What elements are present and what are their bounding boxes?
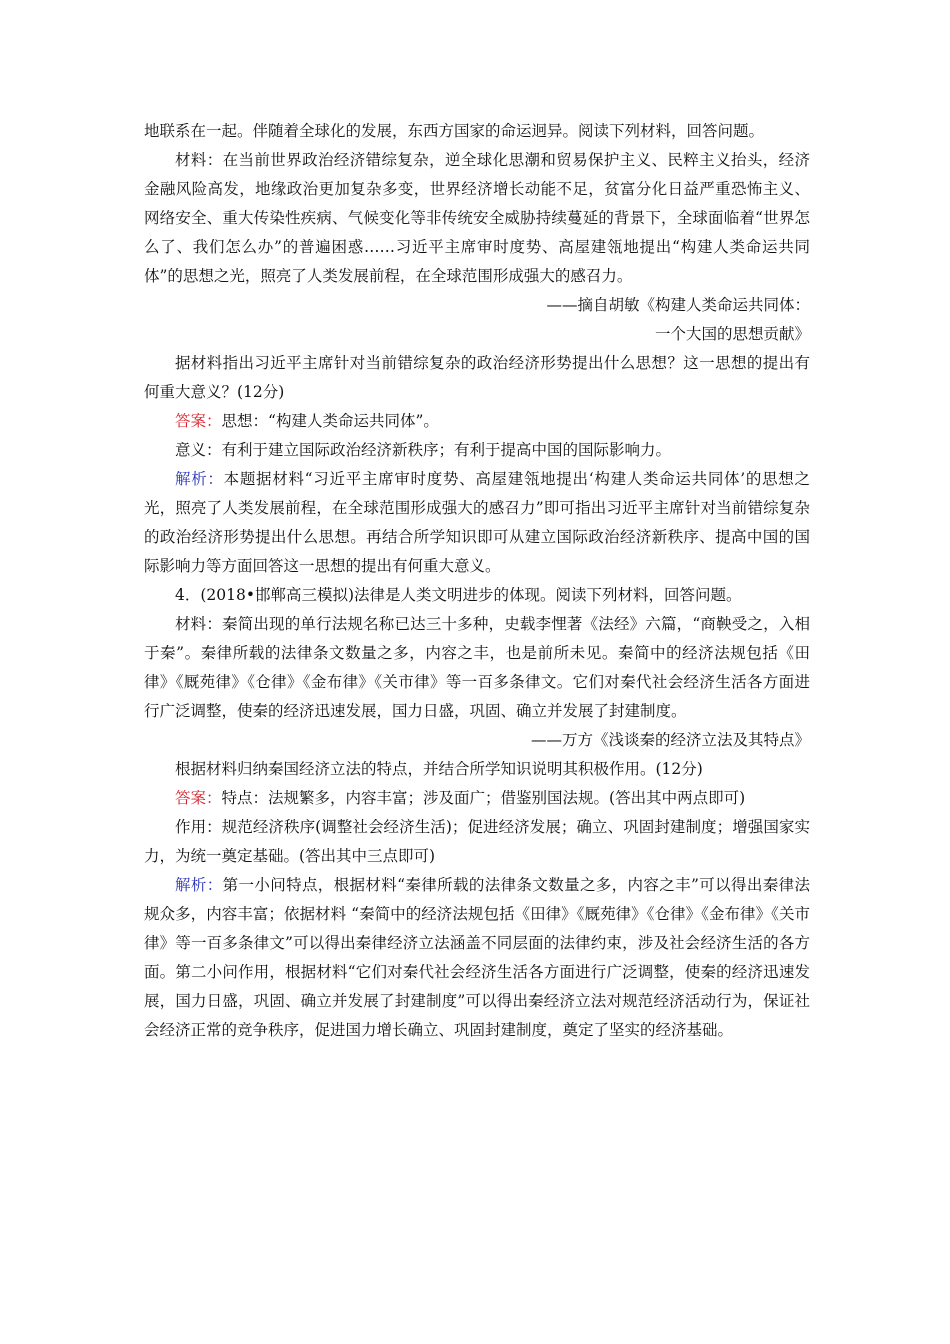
q4-material: 材料：秦简出现的单行法规名称已达三十多种，史载李悝著《法经》六篇，“商鞅受之，入相于秦”。秦律所载的法律条文数量之多，内容之丰，也是前所未见。秦简中的经济法规包括《田律》《厩苑律》《仓律》《金布律》《关市律》等一百多条律文。它们对秦代社会经济生活各方面进行广泛调整，使秦的经济迅速发展，国力日盛，巩固、确立并发展了封建制度。 [144, 615, 810, 720]
q3-source-line2: 一个大国的思想贡献》 [654, 325, 810, 343]
q3-source-line1: ——摘自胡敏《构建人类命运共同体： [546, 296, 810, 314]
q4-answer-text: 特点：法规繁多，内容丰富；涉及面广；借鉴别国法规。(答出其中两点即可) [221, 789, 746, 807]
q3-material: 材料：在当前世界政治经济错综复杂，逆全球化思潮和贸易保护主义、民粹主义抬头，经济金融风险高发，地缘政治更加复杂多变，世界经济增长动能不足，贫富分化日益严重恐怖主义、网络安全、重大传染性疾病、气候变化等非传统安全威胁持续蔓延的背景下，全球面临着“世界怎么了、我们怎么办”的普遍困惑……习近平主席审时度势、高屋建瓴地提出“构建人类命运共同体”的思想之光，照亮了人类发展前程，在全球范围形成强大的感召力。 [144, 151, 810, 285]
q4-intro: 4．(2018•邯郸高三模拟)法律是人类文明进步的体现。阅读下列材料，回答问题。 [175, 586, 742, 604]
document-page [144, 117, 810, 1045]
q4-source: ——万方《浅谈秦的经济立法及其特点》 [530, 731, 810, 749]
q3-intro: 地联系在一起。伴随着全球化的发展，东西方国家的命运迥异。阅读下列材料，回答问题。 [144, 122, 765, 140]
q4-analysis [144, 871, 810, 1045]
q3-analysis-text: 本题据材料“习近平主席审时度势、高屋建瓴地提出‘构建人类命运共同体’的思想之光，照亮了人类发展前程，在全球范围形成强大的感召力”即可指出习近平主席针对当前错综复杂的政治经济形势提出什么思想。再结合所学知识即可从建立国际政治经济新秩序、提高中国的国际影响力等方面回答这一思想的提出有何重大意义。 [144, 470, 810, 575]
q3-answer [144, 407, 810, 436]
q3-question: 据材料指出习近平主席针对当前错综复杂的政治经济形势提出什么思想？这一思想的提出有何重大意义？(12分) [144, 354, 810, 401]
q3-meaning: 意义：有利于建立国际政治经济新秩序；有利于提高中国的国际影响力。 [175, 441, 672, 459]
q3-answer-text: 思想：“构建人类命运共同体”。 [221, 412, 439, 430]
answer-label: 答案： [175, 789, 222, 807]
q4-question: 根据材料归纳秦国经济立法的特点，并结合所学知识说明其积极作用。(12分) [175, 760, 703, 778]
analysis-label: 解析： [175, 470, 224, 488]
q4-answer [144, 784, 810, 813]
analysis-label: 解析： [175, 876, 223, 894]
answer-label: 答案： [175, 412, 222, 430]
q3-analysis [144, 465, 810, 581]
q4-analysis-text: 第一小问特点，根据材料“秦律所载的法律条文数量之多，内容之丰”可以得出秦律法规众多，内容丰富；依据材料 “秦简中的经济法规包括《田律》《厩苑律》《仓律》《金布律》《关市律》等一百多条律文”可以得出秦律经济立法涵盖不同层面的法律约束，涉及社会经济生活的各方面。第二小问作用，根据材料“它们对秦代社会经济生活各方面进行广泛调整，使秦的经济迅速发展，国力日盛，巩固、确立并发展了封建制度”可以得出秦经济立法对规范经济活动行为，保证社会经济正常的竞争秩序，促进国力增长确立、巩固封建制度，奠定了坚实的经济基础。 [144, 876, 810, 1039]
q4-effect: 作用：规范经济秩序(调整社会经济生活)；促进经济发展；确立、巩固封建制度；增强国家实力，为统一奠定基础。(答出其中三点即可) [144, 818, 810, 865]
